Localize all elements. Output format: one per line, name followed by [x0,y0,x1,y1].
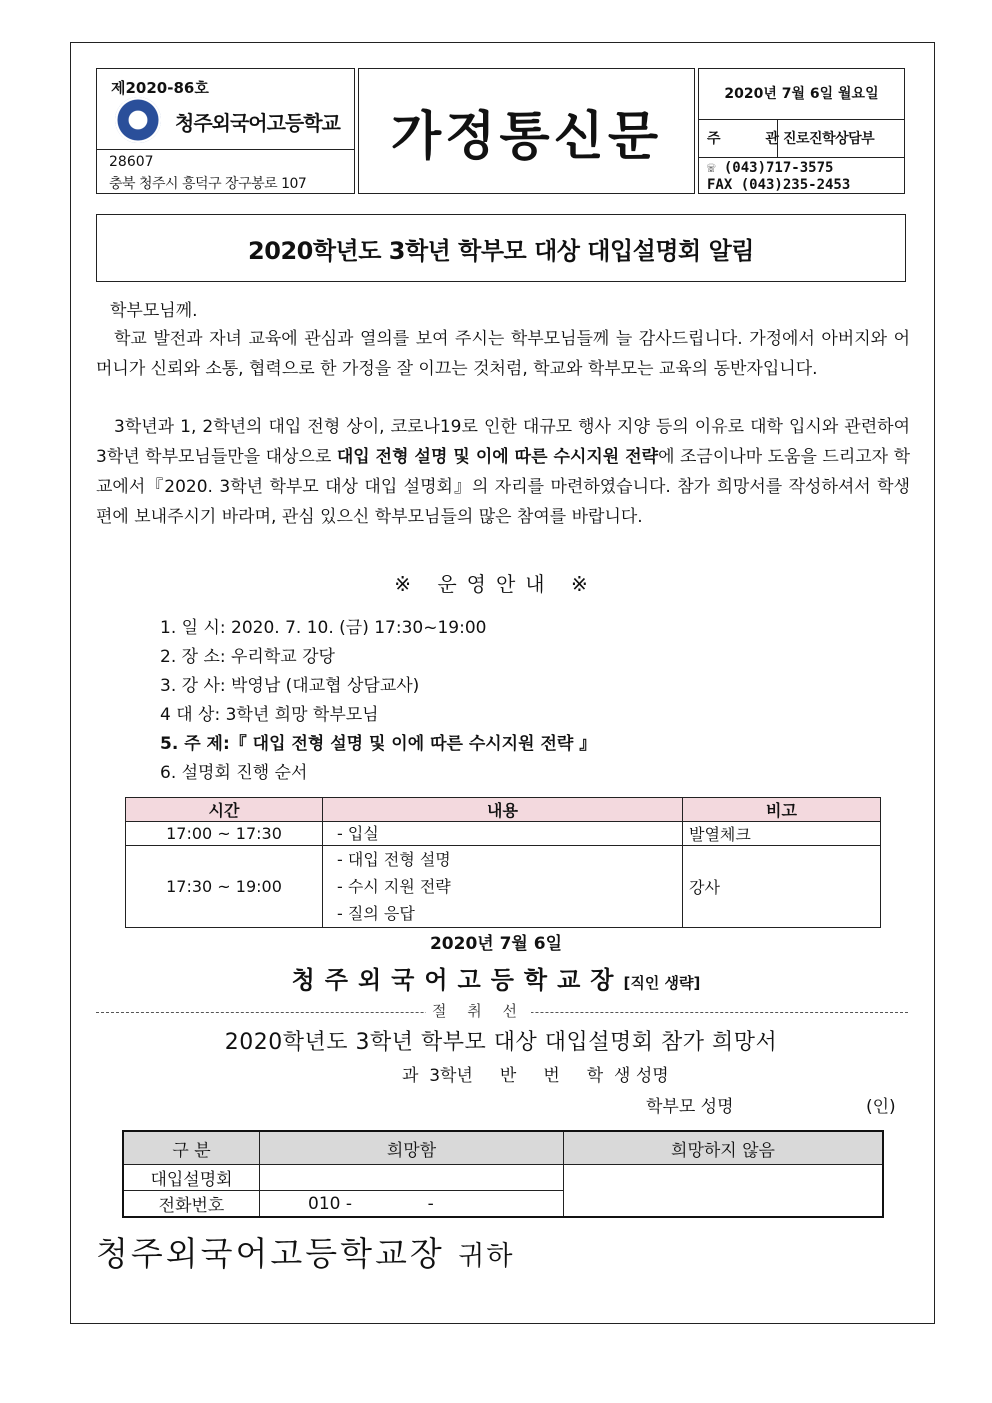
student-info-line: 과 3학년 반 번 학 생 성명 [402,1066,669,1086]
phone-number-field[interactable]: 010 - - [260,1191,564,1218]
purpose-paragraph [96,412,910,532]
content-line: - 질의 응답 [337,904,415,923]
divider [777,119,778,157]
principal-name: 청주외국어고등학교장 [291,966,624,994]
divider [699,119,904,120]
cell-content: - 입실 [323,822,683,846]
table-row [126,846,881,928]
col-header-attend: 희망함 [260,1131,564,1165]
col-header-category: 구 분 [123,1131,260,1165]
school-info-box [96,68,355,194]
cell-note: 발열체크 [683,822,881,846]
content-line: - 수시 지원 전략 [337,877,451,896]
col-header-not-attend: 희망하지 않음 [564,1131,884,1165]
seal-note: [직인 생략] [623,974,701,992]
guide-item-speaker: 3. 강 사: 박영남 (대교협 상담교사) [160,676,420,696]
footer-date: 2020년 7월 6일 [429,934,563,954]
newsletter-title: 가정통신문 [390,106,663,167]
newsletter-title-box [358,68,695,194]
parent-name-label: 학부모 성명 [646,1097,734,1117]
divider [699,157,904,158]
cell-time: 17:30 ~ 19:00 [126,846,323,928]
row-label-session: 대입설명회 [123,1165,260,1191]
purpose-text-2: 에 조금이나마 도움을 드리고자 학교에서『2020. 3학년 학부모 대상 대입 설명회』의 자리를 마련하였습니다. 참가 희망서를 작성하셔서 학생 편에 보내주시기 바라며, 관심 있으신 학부모님들의 많은 참여를 바랍니다. [96,447,911,527]
school-emblem-icon [115,97,161,143]
guide-item-topic: 5. 주 제:『 대입 전형 설명 및 이에 따른 수시지원 전략 』 [160,734,597,754]
purpose-text-1: 3학년과 1, 2학년의 대입 전형 상이, 코로나19로 인한 대규모 행사 지양 등의 이유로 대학 입시와 관련하여 3학년 학부모님들만을 대상으로 [96,417,910,467]
recipient-name: 청주외국어고등학교장 [96,1234,445,1273]
table-header-row [123,1131,883,1165]
table-header-row [126,798,881,822]
guide-item-date: 1. 일 시: 2020. 7. 10. (금) 17:30~19:00 [160,618,487,638]
recipient-suffix: 귀하 [458,1241,515,1272]
table-row [123,1165,883,1191]
guide-title: ※ 운영안내 ※ [394,572,598,596]
col-header-content: 내용 [323,798,683,822]
notice-subject: 2020학년도 3학년 학부모 대상 대입설명회 알림 [96,214,906,282]
cell-time: 17:00 ~ 17:30 [126,822,323,846]
form-title: 2020학년도 3학년 학부모 대상 대입설명회 참가 희망서 [224,1030,778,1055]
host-department: 진로진학상담부 [783,131,875,147]
guide-item-order: 6. 설명회 진행 순서 [160,763,308,783]
guide-list [160,614,596,788]
intro-paragraph: 학교 발전과 자녀 교육에 관심과 열의를 보여 주시는 학부모님들께 늘 감사드립니다. 가정에서 아버지와 어머니가 신뢰와 소통, 협력으로 한 가정을 잘 이끄는 것처럼, 학교와 학부모는 교육의 동반자입니다. [96,329,910,379]
school-address: 충북 청주시 흥덕구 장구봉로 107 [109,176,307,192]
table-row [126,822,881,846]
schedule-table [125,797,881,928]
fax: FAX (043)235-2453 [707,177,851,193]
application-table [122,1130,884,1218]
col-header-time: 시간 [126,798,323,822]
seal-mark: (인) [866,1097,896,1117]
contact-info-box [698,68,905,194]
zip-code: 28607 [109,154,154,170]
row-label-phone: 전화번호 [123,1191,260,1218]
content-line: - 대입 전형 설명 [337,850,451,869]
guide-item-place: 2. 장 소: 우리학교 강당 [160,647,335,667]
guide-item-target: 4 대 상: 3학년 희망 학부모님 [160,705,379,725]
cell-content [323,846,683,928]
issue-date: 2020년 7월 6일 월요일 [724,86,879,102]
divider [97,149,354,150]
attend-checkbox-cell[interactable] [260,1165,564,1191]
host-label: 주 관 [707,131,799,147]
telephone: ☏ (043)717-3575 [707,160,834,176]
purpose-emphasis: 대입 전형 설명 및 이에 따른 수시지원 전략 [336,447,659,467]
not-attend-checkbox-cell[interactable] [564,1165,884,1218]
cell-note: 강사 [683,846,881,928]
closing-recipient [96,1228,514,1275]
principal-signature [0,960,992,995]
col-header-note: 비고 [683,798,881,822]
issue-number: 제2020-86호 [111,79,209,97]
cut-line-label: 절 취 선 [426,1000,531,1021]
greeting: 학부모님께. [110,301,198,321]
school-name: 청주외국어고등학교 [175,111,340,135]
